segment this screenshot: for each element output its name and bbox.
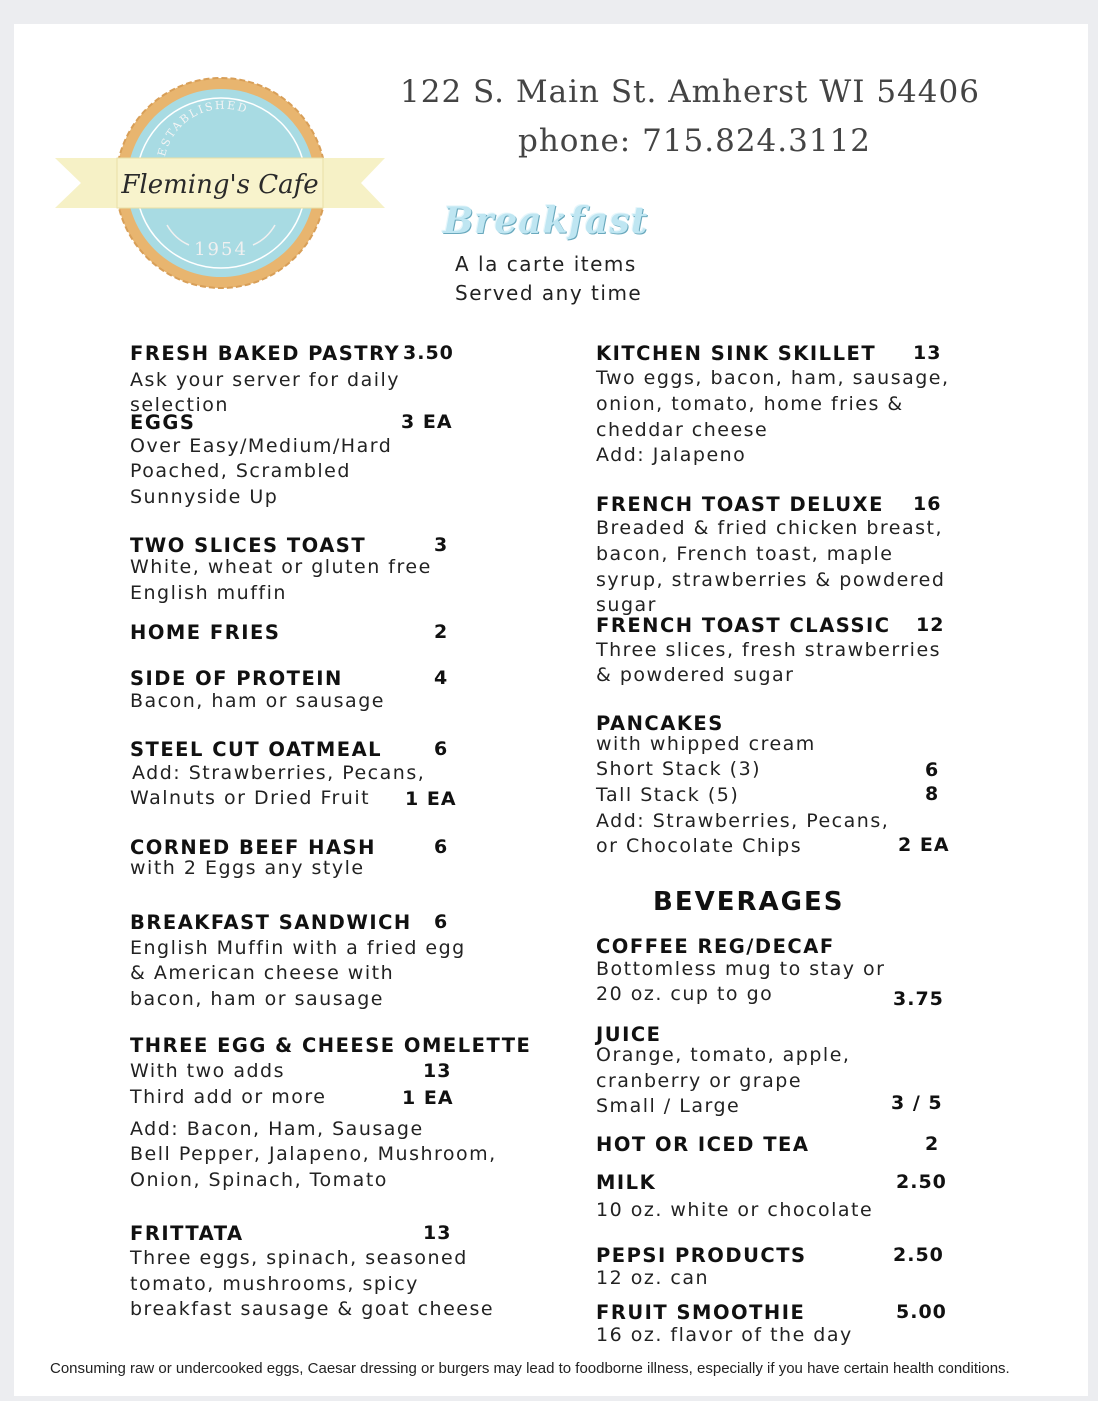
item-desc: Bacon, ham or sausage — [130, 690, 385, 712]
item-price: 13 — [913, 342, 942, 364]
item-desc: Three slices, fresh strawberries — [596, 639, 942, 661]
item-add-price: 1 EA — [405, 788, 457, 810]
item-desc: & powdered sugar — [596, 664, 795, 686]
item-add-price: 1 EA — [402, 1087, 454, 1109]
item-name: HOME FRIES — [130, 621, 281, 644]
item-name: FRITTATA — [130, 1222, 244, 1245]
item-price: 6 — [434, 911, 449, 933]
logo-established: ESTABLISHED — [155, 98, 251, 158]
item-price: 4 — [434, 667, 449, 689]
phone: phone: 715.824.3112 — [518, 123, 872, 159]
item-price: 2 — [434, 621, 449, 643]
item-desc: Add: Bacon, Ham, Sausage — [130, 1118, 424, 1140]
item-price: 6 — [434, 836, 449, 858]
item-name: HOT OR ICED TEA — [596, 1133, 810, 1156]
health-disclaimer: Consuming raw or undercooked eggs, Caesar dressing or burgers may lead to foodborne illness, especially if you have certain health conditions. — [50, 1360, 1010, 1377]
item-name: EGGS — [130, 411, 196, 434]
item-desc: English Muffin with a fried egg — [130, 937, 466, 959]
item-price: 2.50 — [896, 1171, 947, 1193]
item-desc: Add: Jalapeno — [596, 444, 747, 466]
item-desc: with 2 Eggs any style — [130, 857, 365, 879]
logo-name: Fleming's Cafe — [121, 170, 319, 200]
item-name: KITCHEN SINK SKILLET — [596, 342, 877, 365]
item-desc: Bottomless mug to stay or — [596, 958, 886, 980]
item-name: COFFEE REG/DECAF — [596, 935, 835, 958]
item-desc: Add: Strawberries, Pecans, — [132, 762, 426, 784]
item-desc: Three eggs, spinach, seasoned — [130, 1247, 468, 1269]
item-desc: 20 oz. cup to go — [596, 983, 774, 1005]
item-name: THREE EGG & CHEESE OMELETTE — [130, 1034, 532, 1057]
item-desc: & American cheese with — [130, 962, 395, 984]
logo-ribbon — [55, 158, 125, 208]
item-price: 3 EA — [401, 411, 453, 433]
cafe-logo — [55, 75, 390, 290]
item-desc: 10 oz. white or chocolate — [596, 1199, 874, 1221]
item-desc: Breaded & fried chicken breast, — [596, 517, 944, 539]
item-name: FRESH BAKED PASTRY — [130, 342, 401, 365]
item-desc: 12 oz. can — [596, 1267, 710, 1289]
item-price: 13 — [423, 1222, 452, 1244]
item-desc: syrup, strawberries & powdered — [596, 569, 946, 591]
item-desc: 16 oz. flavor of the day — [596, 1324, 853, 1346]
item-price: 6 — [434, 738, 449, 760]
item-desc: sugar — [596, 594, 657, 616]
item-name: STEEL CUT OATMEAL — [130, 738, 383, 761]
item-name: MILK — [596, 1171, 657, 1194]
item-desc: breakfast sausage & goat cheese — [130, 1298, 495, 1320]
item-price: 8 — [925, 783, 940, 805]
item-price: 3 / 5 — [891, 1092, 943, 1114]
item-desc: onion, tomato, home fries & — [596, 393, 904, 415]
item-desc: Third add or more — [130, 1086, 327, 1108]
item-name: CORNED BEEF HASH — [130, 836, 376, 859]
item-desc: Two eggs, bacon, ham, sausage, — [596, 367, 950, 389]
item-desc: Onion, Spinach, Tomato — [130, 1169, 388, 1191]
item-name: SIDE OF PROTEIN — [130, 667, 343, 690]
item-price: 2 — [925, 1133, 940, 1155]
item-desc: Walnuts or Dried Fruit — [130, 787, 371, 809]
item-price: 6 — [925, 759, 940, 781]
section-subtitle: Served any time — [455, 281, 643, 305]
item-desc: Ask your server for daily — [130, 369, 401, 391]
item-price: 3 — [434, 534, 449, 556]
item-price: 16 — [913, 493, 942, 515]
item-desc: White, wheat or gluten free — [130, 556, 432, 578]
item-name: FRENCH TOAST CLASSIC — [596, 614, 891, 637]
item-desc: or Chocolate Chips — [596, 835, 803, 857]
item-desc: with whipped cream — [596, 733, 816, 755]
item-desc: Bell Pepper, Jalapeno, Mushroom, — [130, 1143, 497, 1165]
item-price: 2.50 — [893, 1244, 944, 1266]
item-desc: selection — [130, 394, 229, 416]
item-desc: bacon, ham or sausage — [130, 988, 384, 1010]
address: 122 S. Main St. Amherst WI 54406 — [400, 74, 980, 110]
item-name: FRENCH TOAST DELUXE — [596, 493, 884, 516]
item-desc: Tall Stack (5) — [596, 784, 740, 806]
item-desc: tomato, mushrooms, spicy — [130, 1273, 419, 1295]
item-desc: cranberry or grape — [596, 1070, 803, 1092]
item-desc: Orange, tomato, apple, — [596, 1044, 851, 1066]
item-name: PEPSI PRODUCTS — [596, 1244, 807, 1267]
item-desc: bacon, French toast, maple — [596, 543, 894, 565]
item-name: BREAKFAST SANDWICH — [130, 911, 412, 934]
item-desc: Add: Strawberries, Pecans, — [596, 810, 890, 832]
item-desc: Sunnyside Up — [130, 486, 279, 508]
logo-year: 1954 — [194, 239, 248, 260]
beverages-heading: BEVERAGES — [653, 887, 845, 917]
item-price: 13 — [423, 1060, 452, 1082]
item-desc: Short Stack (3) — [596, 758, 762, 780]
item-price: 5.00 — [896, 1301, 947, 1323]
item-name: FRUIT SMOOTHIE — [596, 1301, 806, 1324]
item-name: TWO SLICES TOAST — [130, 534, 367, 557]
item-desc: English muffin — [130, 582, 287, 604]
section-title: Breakfast — [443, 200, 649, 242]
item-price: 12 — [916, 614, 945, 636]
item-desc: cheddar cheese — [596, 419, 769, 441]
item-desc: Small / Large — [596, 1095, 741, 1117]
item-desc: With two adds — [130, 1060, 285, 1082]
item-desc: Over Easy/Medium/Hard — [130, 435, 393, 457]
item-name: PANCAKES — [596, 712, 724, 735]
item-add-price: 2 EA — [898, 834, 950, 856]
section-subtitle: A la carte items — [455, 252, 637, 276]
item-name: JUICE — [596, 1023, 662, 1046]
item-desc: Poached, Scrambled — [130, 460, 351, 482]
item-price: 3.75 — [893, 988, 944, 1010]
item-price: 3.50 — [403, 342, 454, 364]
